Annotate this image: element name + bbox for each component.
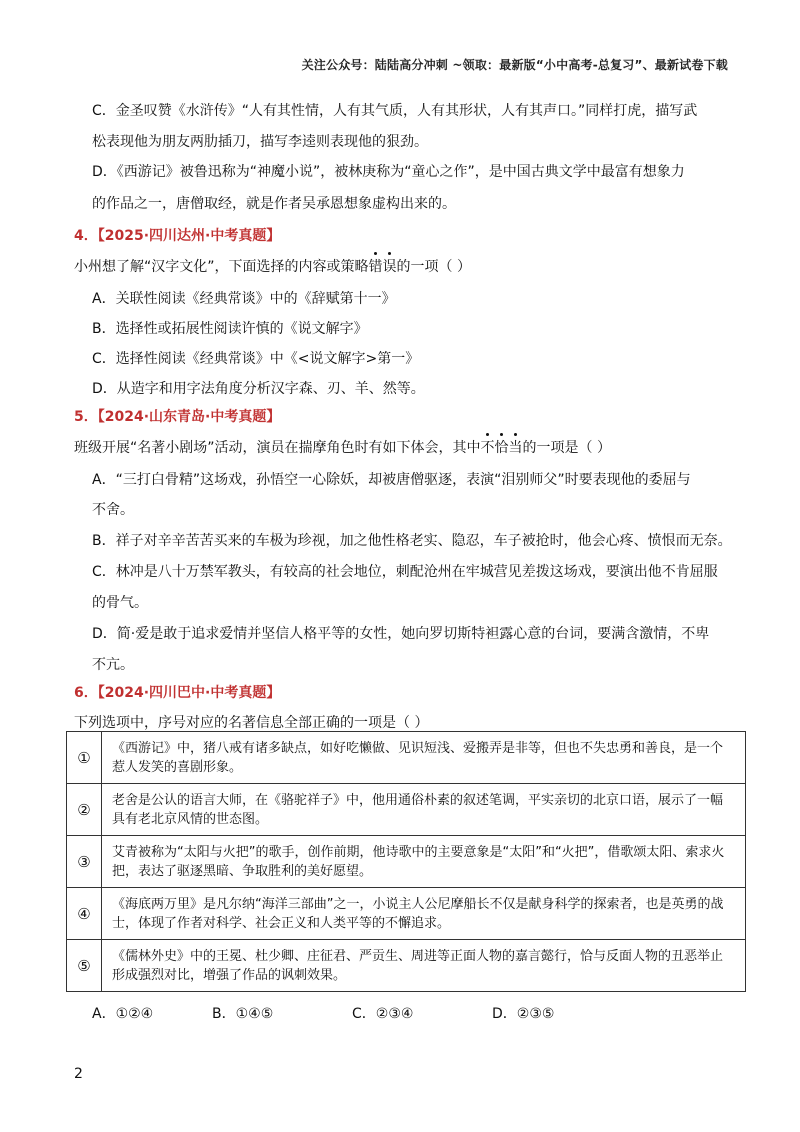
q4-option-b: B．选择性或拓展性阅读许慎的《说文解字》 [92, 321, 368, 337]
q6-answer-options [92, 1003, 554, 1023]
q5-stem-text: 班级开展“名著小剧场”活动，演员在揣摩角色时有如下体会，其中 [74, 440, 481, 456]
answer-option-c: C．②③④ [352, 1006, 414, 1022]
q4-emphasis-char: 误 [383, 256, 397, 276]
answer-option-b: B．①④⑤ [212, 1006, 274, 1022]
row-text: 《西游记》中，猪八戒有诸多缺点，如好吃懒做、见识短浅、爱搬弄是非等，但也不失忠勇和善良，是一个惹人发笑的喜剧形象。 [102, 732, 746, 784]
q5-heading [74, 406, 280, 426]
q5-emphasis-char: 恰 [495, 437, 509, 457]
q6-stem: 下列选项中，序号对应的名著信息全部正确的一项是（ ） [74, 715, 429, 731]
q5-emphasis-char: 当 [509, 437, 523, 457]
q5-option-b: B．祥子对辛辛苦苦买来的车极为珍视，加之他性格老实、隐忍，车子被抢时，他会心疼、愤恨而无奈。 [92, 533, 732, 549]
q5-option-d-line1: D．简·爱是敢于追求爱情并坚信人格平等的女性，她向罗切斯特袒露心意的台词，要满含激情，不卑 [92, 626, 710, 642]
q4-stem-end: 的一项（ ） [396, 259, 471, 275]
q4-stem-text: 小州想了解“汉字文化”，下面选择的内容或策略 [74, 259, 369, 275]
q6-info-table [66, 731, 746, 992]
table-row [67, 732, 746, 784]
q5-emphasis-char: 不 [481, 437, 495, 457]
page-header: 关注公众号：陆陆高分冲刺 ~领取：最新版“小中高考-总复习”、最新试卷下载 [301, 58, 728, 72]
q6-heading [74, 682, 280, 702]
q5-stem [74, 437, 611, 457]
table-row [67, 888, 746, 940]
q5-source-tag: 【2024·山东青岛·中考真题】 [97, 409, 281, 425]
q4-option-a: A．关联性阅读《经典常谈》中的《辞赋第十一》 [92, 291, 396, 307]
q6-source-tag: 【2024·四川巴中·中考真题】 [97, 685, 281, 701]
q4-heading [74, 225, 280, 245]
answer-option-a: A．①②④ [92, 1006, 154, 1022]
row-text: 艾青被称为“太阳与火把”的歌手，创作前期，他诗歌中的主要意象是“太阳”和“火把”，借歌颂太阳、索求火把，表达了驱逐黑暗、争取胜利的美好愿望。 [102, 836, 746, 888]
row-text: 《儒林外史》中的王冕、杜少卿、庄征君、严贡生、周进等正面人物的嘉言懿行，恰与反面人物的丑恶举止形成强烈对比，增强了作品的讽刺效果。 [102, 940, 746, 992]
row-text: 《海底两万里》是凡尔纳“海洋三部曲”之一，小说主人公尼摩船长不仅是献身科学的探索者，也是英勇的战士，体现了作者对科学、社会正义和人类平等的不懈追求。 [102, 888, 746, 940]
q3-option-d-line1: D．《西游记》被鲁迅称为“神魔小说”，被林庚称为“童心之作”，是中国古典文学中最富有想象力 [92, 164, 685, 180]
q3-option-d-line2: 的作品之一，唐僧取经，就是作者吴承恩想象虚构出来的。 [92, 196, 456, 212]
table-row [67, 836, 746, 888]
q4-source-tag: 【2025·四川达州·中考真题】 [97, 228, 281, 244]
q5-number: 5． [74, 409, 98, 425]
q5-option-c-line1: C．林冲是八十万禁军教头，有较高的社会地位，刺配沧州在牢城营见差拨这场戏，要演出他不肯屈服 [92, 564, 718, 580]
q5-option-d-line2: 不亢。 [92, 657, 134, 673]
page-number: 2 [74, 1066, 83, 1082]
q5-option-c-line2: 的骨气。 [92, 595, 148, 611]
row-number: ① [67, 732, 102, 784]
q4-option-c: C．选择性阅读《经典常谈》中《<说文解字>第一》 [92, 351, 420, 367]
q3-option-c-line1: C．金圣叹赞《水浒传》“人有其性情，人有其气质，人有其形状，人有其声口。”同样打虎，描写武 [92, 103, 698, 119]
q4-number: 4． [74, 228, 98, 244]
q4-stem [74, 256, 471, 276]
q5-stem-end: 的一项是（ ） [522, 440, 611, 456]
row-number: ④ [67, 888, 102, 940]
q3-option-c-line2: 松表现他为朋友两肋插刀，描写李逵则表现他的狠劲。 [92, 134, 428, 150]
q4-option-d: D．从造字和用字法角度分析汉字森、刃、羊、然等。 [92, 381, 425, 397]
q4-emphasis-char: 错 [369, 256, 383, 276]
answer-option-d: D．②③⑤ [492, 1006, 555, 1022]
row-number: ② [67, 784, 102, 836]
row-number: ⑤ [67, 940, 102, 992]
table-row [67, 940, 746, 992]
row-text: 老舍是公认的语言大师，在《骆驼祥子》中，他用通俗朴素的叙述笔调，平实亲切的北京口语，展示了一幅具有老北京风情的世态图。 [102, 784, 746, 836]
q5-option-a-line2: 不舍。 [92, 502, 134, 518]
q6-number: 6． [74, 685, 98, 701]
row-number: ③ [67, 836, 102, 888]
table-row [67, 784, 746, 836]
q5-option-a-line1: A．“三打白骨精”这场戏，孙悟空一心除妖，却被唐僧驱逐，表演“泪别师父”时要表现他的委屈与 [92, 472, 691, 488]
